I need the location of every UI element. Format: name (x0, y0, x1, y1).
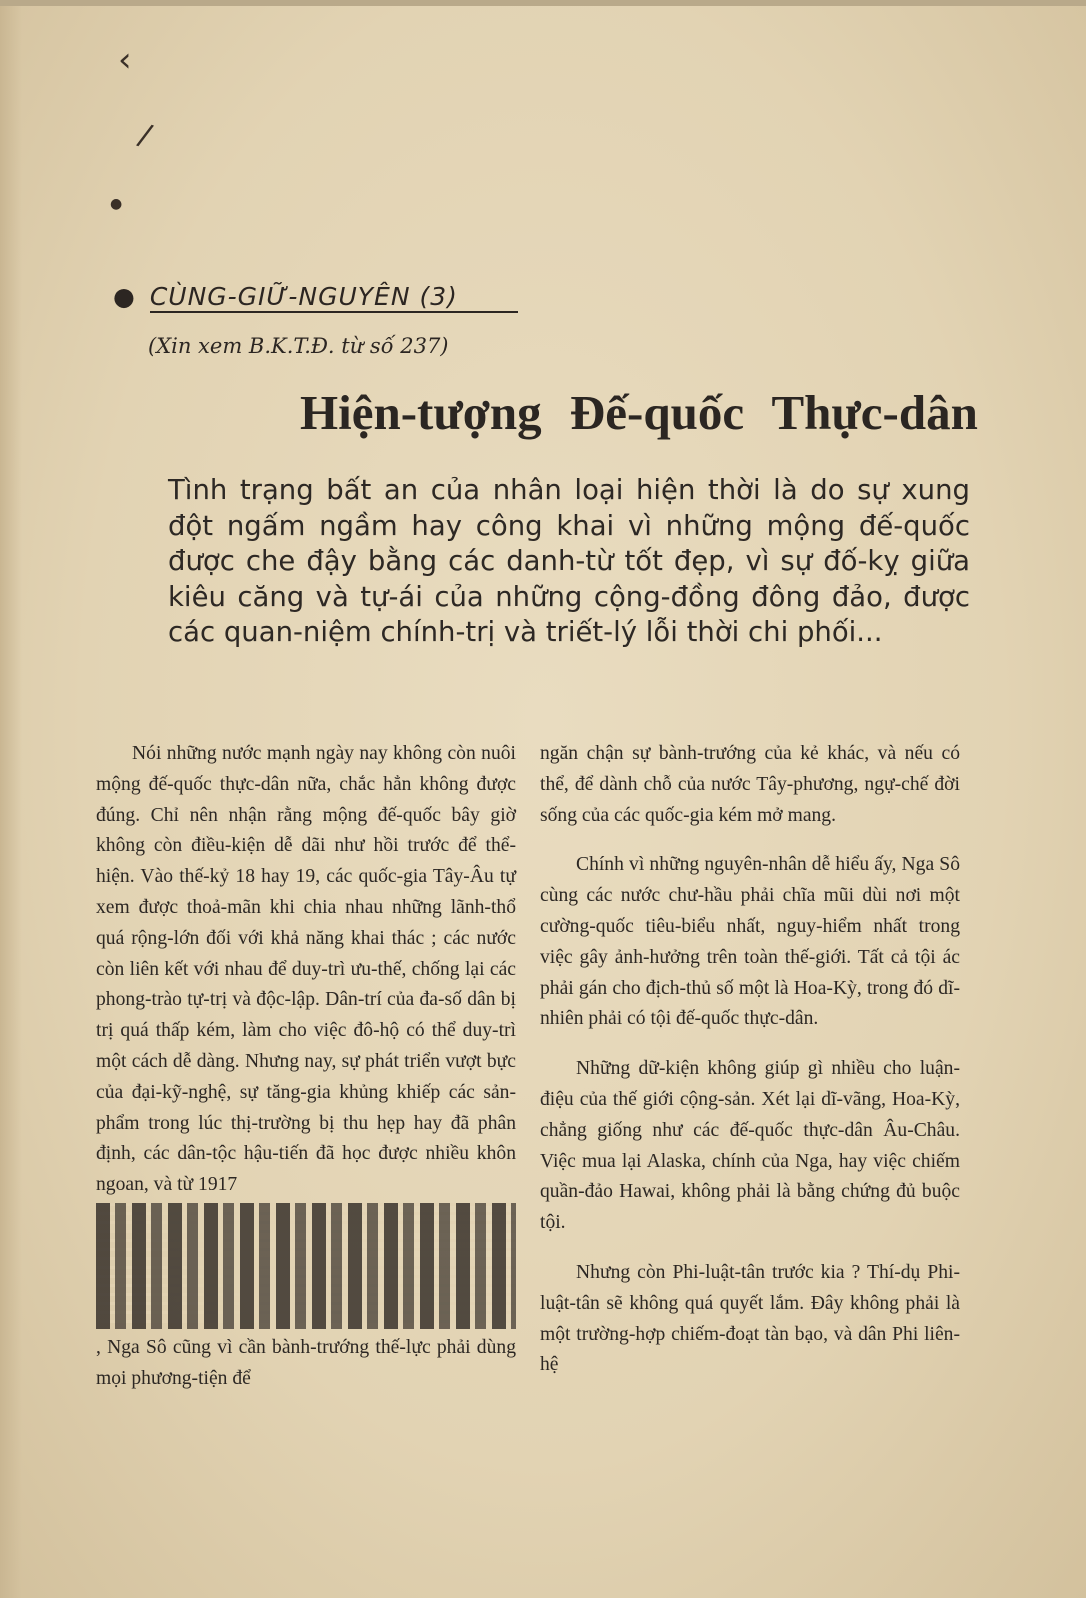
right-column (540, 739, 960, 1381)
right-paragraph-3: Những dữ-kiện không giúp gì nhiều cho luận-điệu của thế giới cộng-sản. Xét lại dĩ-vãng, Hoa-Kỳ, chẳng giống như các đế-quốc thực-dân Âu-Châu. Việc mua lại Alaska, chính của Nga, hay việc chiếm quần-đảo Hawai, không phải là bằng chứng đủ buộc tội. (540, 1058, 960, 1234)
page-edge-shadow (0, 6, 22, 1598)
ink-smudge-area (96, 1203, 516, 1329)
right-paragraph-4: Nhưng còn Phi-luật-tân trước kia ? Thí-dụ Phi-luật-tân sẽ không quá quyết lắm. Đây không phải là một trường-hợp chiếm-đoạt tàn bạo, và dân Phi liên-hệ (540, 1261, 960, 1376)
left-paragraph: Nói những nước mạnh ngày nay không còn nuôi mộng đế-quốc thực-dân nữa, chắc hẳn không được đúng. Chỉ nên nhận rằng mộng đế-quốc bây giờ không còn điều-kiện dễ dãi như hồi trước để thể-hiện. Vào thế-kỷ 18 hay 19, các quốc-gia Tây-Âu tự xem được thoả-mãn khi chia nhau những lãnh-thổ quá rộng-lớn đối với khả năng khai thác ; các nước còn liên kết với nhau để duy-trì ưu-thế, chống lại các phong-trào tự-trị và độc-lập. Dân-trí của đa-số dân bị trị quá thấp kém, làm cho việc đô-hộ có thể duy-trì một cách dễ dàng. Nhưng nay, sự phát triển vượt bực của đại-kỹ-nghệ, sự tăng-gia khủng khiếp các sản-phẩm trong lúc thị-trường bị thu hẹp hay đã phân định, các dân-tộc hậu-tiến đã học được nhiều khôn ngoan, và từ 1917 (96, 743, 516, 1196)
left-continuation: , Nga Sô cũng vì cần bành-trướng thế-lực phải dùng mọi phương-tiện để (96, 1336, 516, 1389)
stray-mark: / (134, 117, 156, 154)
right-paragraph-2: Chính vì những nguyên-nhân dễ hiểu ấy, Nga Sô cùng các nước chư-hầu phải chĩa mũi dùi nơi một cường-quốc tiêu-biểu nhất, nguy-hiểm nhất trong việc gây ảnh-hưởng trên toàn thế-giới. Tất cả tội ác phải gán cho địch-thủ số một là Hoa-Kỳ, trong đó dĩ-nhiên phải có tội đế-quốc thực-dân. (540, 854, 960, 1030)
bullet-icon: ● (113, 282, 136, 311)
article-intro: Tình trạng bất an của nhân loại hiện thời là do sự xung đột ngấm ngầm hay công khai vì những mộng đế-quốc được che đậy bằng các danh-từ tốt đẹp, vì sự đố-kỵ giữa kiêu căng và tự-ái của những cộng-đồng đông đảo, được các quan-niệm chính-trị và triết-lý lỗi thời chi phối... (168, 474, 970, 648)
series-heading (113, 282, 518, 311)
right-paragraph-1: ngăn chận sự bành-trướng của kẻ khác, và nếu có thể, để dành chỗ của nước Tây-phương, ngự-chế đời sống của các quốc-gia kém mở mang. (540, 743, 960, 826)
left-column (96, 739, 516, 1395)
stray-mark: ‹ (118, 40, 132, 80)
stray-dot: ● (110, 196, 123, 212)
series-note: (Xin xem B.K.T.Đ. từ số 237) (148, 334, 449, 358)
article-title: Hiện-tượng Đế-quốc Thực-dân (300, 385, 978, 440)
series-title: CÙNG-GIỮ-NGUYÊN (3) (150, 282, 518, 313)
